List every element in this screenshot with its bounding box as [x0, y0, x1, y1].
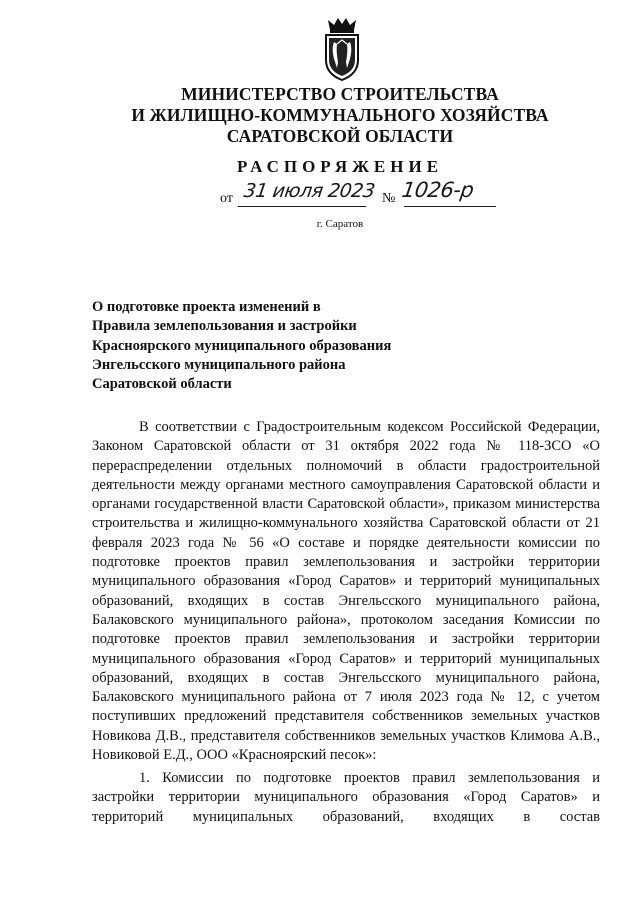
preamble-paragraph: В соответствии с Градостроительным кодексом Российской Федерации, Законом Саратовской области от 31 октября 2022 года № 118-ЗСО «О перераспределении отдельных полномочий в области градостроительной деятельности между органами местного самоуправления Саратовской области и органами государственной власти Саратовской области», приказом министерства строительства и жилищно-коммунального хозяйства Саратовской области от 21 февраля 2023 года № 56 «О составе и порядке деятельности комиссии по подготовке проектов правил землепользования и застройки территории муниципального образования «Город Саратов» и территорий муниципальных образований, входящих в состав Энгельсского муниципального района, Балаковского муниципального района», протоколом заседания Комиссии по подготовке проектов правил землепользования и застройки территории муниципального образования «Город Саратов» и территорий муниципальных образований, входящих в состав Энгельсского муниципального района, Балаковского муниципального района от 7 июля 2023 года № 12, с учетом поступивших предложений представителя собственников земельных участков Новикова Д.В., представителя собственников земельных участков Климова А.В., Новиковой Е.Д., ООО «Красноярский песок»:: [92, 419, 600, 764]
date-prefix: от: [220, 191, 233, 206]
subject-line: Правила землепользования и застройки: [92, 318, 357, 335]
document-type-title: РАСПОРЯЖЕНИЕ: [236, 157, 444, 176]
clause-1-paragraph: 1. Комиссии по подготовке проектов правил землепользования и застройки территории муниципального образования «Город Саратов» и территорий муниципальных образований, входящих в состав: [92, 770, 600, 825]
ministry-name: [60, 84, 620, 147]
ministry-line-3: САРАТОВСКОЙ ОБЛАСТИ: [226, 126, 454, 146]
date-number-line: [214, 178, 514, 210]
ministry-line-1: МИНИСТЕРСТВО СТРОИТЕЛЬСТВА: [181, 84, 499, 104]
ministry-line-2: И ЖИЛИЩНО-КОММУНАЛЬНОГО ХОЗЯЙСТВА: [131, 105, 549, 125]
subject-line: Красноярского муниципального образования: [92, 337, 392, 354]
date-underline: [238, 206, 366, 207]
handwritten-date: 31 июля 2023: [242, 180, 377, 202]
subject-line: Энгельсского муниципального района: [92, 356, 346, 373]
city-label: г. Саратов: [316, 218, 364, 230]
handwritten-number: 1026-р: [400, 178, 476, 202]
number-underline: [404, 206, 496, 207]
document-subject: [92, 298, 391, 394]
saratov-coat-of-arms-icon: [320, 16, 364, 82]
subject-line: Саратовской области: [92, 376, 232, 393]
subject-line: О подготовке проекта изменений в: [92, 299, 321, 315]
number-prefix: №: [382, 191, 396, 206]
